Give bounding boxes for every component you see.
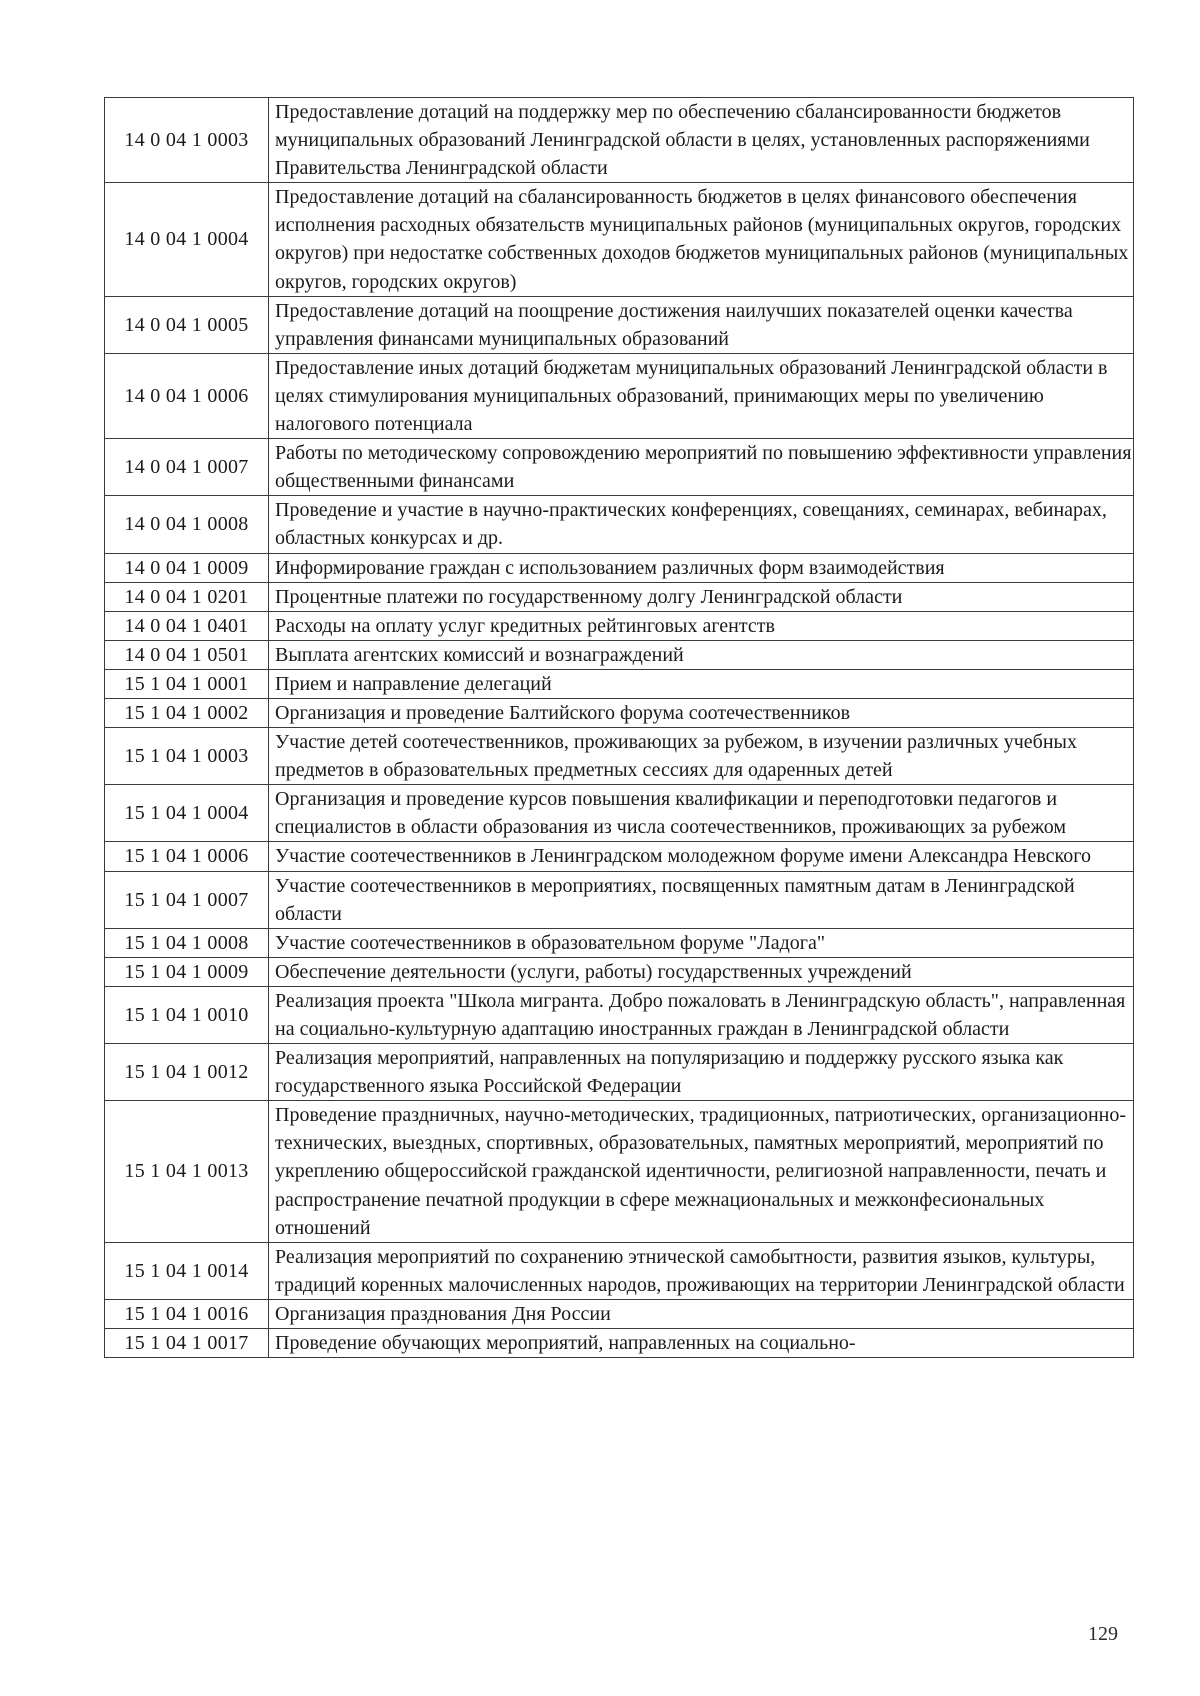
table-row (105, 842, 1134, 871)
description-cell: Предоставление дотаций на поощрение достижения наилучших показателей оценки качества управления финансами муниципальных образований (269, 296, 1134, 353)
description-cell: Информирование граждан с использованием различных форм взаимодействия (269, 553, 1134, 582)
budget-code-cell: 14 0 04 1 0501 (105, 640, 269, 669)
budget-code-cell: 14 0 04 1 0401 (105, 611, 269, 640)
table-row (105, 183, 1134, 296)
description-cell: Реализация мероприятий по сохранению этнической самобытности, развития языков, культуры, традиций коренных малочисленных народов, проживающих на территории Ленинградской области (269, 1242, 1134, 1299)
description-cell: Организация и проведение Балтийского форума соотечественников (269, 698, 1134, 727)
description-cell: Процентные платежи по государственному долгу Ленинградской области (269, 582, 1134, 611)
budget-code-cell: 15 1 04 1 0004 (105, 785, 269, 842)
description-cell: Предоставление иных дотаций бюджетам муниципальных образований Ленинградской области в целях стимулирования муниципальных образований, принимающих меры по увеличению налогового потенциала (269, 353, 1134, 438)
budget-code-cell: 15 1 04 1 0013 (105, 1101, 269, 1242)
table-row (105, 439, 1134, 496)
budget-code-cell: 14 0 04 1 0006 (105, 353, 269, 438)
description-cell: Прием и направление делегаций (269, 669, 1134, 698)
budget-code-cell: 14 0 04 1 0008 (105, 496, 269, 553)
budget-code-cell: 14 0 04 1 0007 (105, 439, 269, 496)
table-row (105, 611, 1134, 640)
table-row (105, 728, 1134, 785)
description-cell: Работы по методическому сопровождению мероприятий по повышению эффективности управления общественными финансами (269, 439, 1134, 496)
table-body (105, 98, 1134, 1358)
description-cell: Реализация проекта "Школа мигранта. Добро пожаловать в Ленинградскую область", направленная на социально-культурную адаптацию иностранных граждан в Ленинградской области (269, 986, 1134, 1043)
table-row (105, 785, 1134, 842)
table-row (105, 698, 1134, 727)
budget-code-cell: 14 0 04 1 0005 (105, 296, 269, 353)
description-cell: Участие соотечественников в Ленинградском молодежном форуме имени Александра Невского (269, 842, 1134, 871)
table-row (105, 871, 1134, 928)
table-row (105, 496, 1134, 553)
table-row (105, 553, 1134, 582)
budget-code-cell: 15 1 04 1 0010 (105, 986, 269, 1043)
table-row (105, 1242, 1134, 1299)
budget-code-cell: 15 1 04 1 0008 (105, 928, 269, 957)
table-row (105, 928, 1134, 957)
page-number: 129 (1088, 1623, 1118, 1645)
budget-code-cell: 15 1 04 1 0002 (105, 698, 269, 727)
table-row (105, 1329, 1134, 1358)
budget-code-cell: 14 0 04 1 0201 (105, 582, 269, 611)
description-cell: Расходы на оплату услуг кредитных рейтинговых агентств (269, 611, 1134, 640)
budget-code-cell: 14 0 04 1 0009 (105, 553, 269, 582)
description-cell: Обеспечение деятельности (услуги, работы) государственных учреждений (269, 957, 1134, 986)
description-cell: Проведение обучающих мероприятий, направленных на социально- (269, 1329, 1134, 1358)
budget-code-cell: 15 1 04 1 0014 (105, 1242, 269, 1299)
budget-code-cell: 15 1 04 1 0017 (105, 1329, 269, 1358)
budget-code-cell: 14 0 04 1 0004 (105, 183, 269, 296)
table-row (105, 957, 1134, 986)
table-row (105, 640, 1134, 669)
table-row (105, 669, 1134, 698)
budget-codes-table (104, 97, 1134, 1358)
budget-code-cell: 15 1 04 1 0009 (105, 957, 269, 986)
description-cell: Участие детей соотечественников, проживающих за рубежом, в изучении различных учебных предметов в образовательных предметных сессиях для одаренных детей (269, 728, 1134, 785)
budget-code-cell: 15 1 04 1 0007 (105, 871, 269, 928)
description-cell: Предоставление дотаций на сбалансированность бюджетов в целях финансового обеспечения исполнения расходных обязательств муниципальных районов (муниципальных округов, городских округов) при недостатке собственных доходов бюджетов муниципальных районов (муниципальных округов, городских округов) (269, 183, 1134, 296)
description-cell: Организация празднования Дня России (269, 1299, 1134, 1328)
description-cell: Выплата агентских комиссий и вознаграждений (269, 640, 1134, 669)
budget-code-cell: 15 1 04 1 0006 (105, 842, 269, 871)
table-row (105, 296, 1134, 353)
table-row (105, 1044, 1134, 1101)
description-cell: Участие соотечественников в образовательном форуме "Ладога" (269, 928, 1134, 957)
table-row (105, 1299, 1134, 1328)
budget-code-cell: 14 0 04 1 0003 (105, 98, 269, 183)
description-cell: Участие соотечественников в мероприятиях, посвященных памятным датам в Ленинградской области (269, 871, 1134, 928)
table-row (105, 353, 1134, 438)
budget-code-cell: 15 1 04 1 0012 (105, 1044, 269, 1101)
description-cell: Предоставление дотаций на поддержку мер по обеспечению сбалансированности бюджетов муниципальных образований Ленинградской области в целях, установленных распоряжениями Правительства Ленинградской области (269, 98, 1134, 183)
table-row (105, 1101, 1134, 1242)
budget-code-cell: 15 1 04 1 0016 (105, 1299, 269, 1328)
budget-code-cell: 15 1 04 1 0001 (105, 669, 269, 698)
table-row (105, 582, 1134, 611)
description-cell: Реализация мероприятий, направленных на популяризацию и поддержку русского языка как государственного языка Российской Федерации (269, 1044, 1134, 1101)
description-cell: Проведение праздничных, научно-методических, традиционных, патриотических, организационно-технических, выездных, спортивных, образовательных, памятных мероприятий, мероприятий по укреплению общероссийской гражданской идентичности, религиозной направленности, печать и распространение печатной продукции в сфере межнациональных и межконфесиональных отношений (269, 1101, 1134, 1242)
table-row (105, 98, 1134, 183)
description-cell: Проведение и участие в научно-практических конференциях, совещаниях, семинарах, вебинарах, областных конкурсах и др. (269, 496, 1134, 553)
table-row (105, 986, 1134, 1043)
budget-code-cell: 15 1 04 1 0003 (105, 728, 269, 785)
description-cell: Организация и проведение курсов повышения квалификации и переподготовки педагогов и специалистов в области образования из числа соотечественников, проживающих за рубежом (269, 785, 1134, 842)
